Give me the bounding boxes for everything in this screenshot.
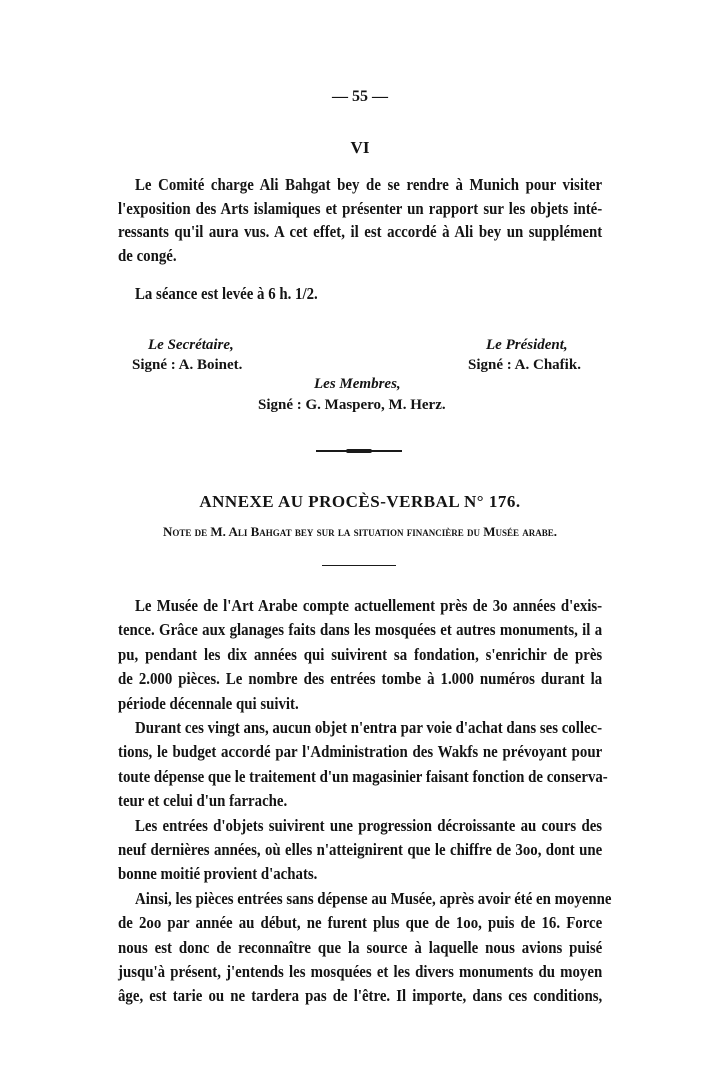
president-signature: Signé : A. Chafik. [468,357,581,373]
paragraph-line: de congé. [118,246,177,265]
body-line: Ainsi, les pièces entrées sans dépense au Musée, après avoir été en moyenne [135,889,612,908]
body-line: tence. Grâce aux glanages faits dans les mosquées et autres monuments, il a [118,620,603,639]
body-line: période décennale qui suivit. [118,694,299,713]
body-line: tions, le budget accordé par l'Administration des Wakfs ne prévoyant pour [118,742,603,761]
divider [316,450,402,452]
body-line: Le Musée de l'Art Arabe compte actuellement près de 3o années d'exis- [135,596,603,615]
secretary-title: Le Secrétaire, [148,337,234,353]
page-number: — 55 — [332,88,388,105]
paragraph-line: Le Comité charge Ali Bahgat bey de se rendre à Munich pour visiter [135,175,603,194]
body-line: de 2.000 pièces. Le nombre des entrées tombe à 1.000 numéros durant la [118,669,603,688]
body-line: âge, est tarie ou ne tardera pas de l'être. Il importe, dans ces conditions, [118,986,603,1005]
divider [322,565,396,566]
body-line: teur et celui d'un farrache. [118,791,288,810]
paragraph-line: l'exposition des Arts islamiques et présenter un rapport sur les objets inté- [118,199,603,218]
body-line: Les entrées d'objets suivirent une progression décroissante au cours des [135,816,603,835]
body-line: de 2oo par année au début, ne furent plus que de 1oo, puis de 16. Force [118,913,603,932]
body-line: pu, pendant les dix années qui suivirent sa fondation, s'enrichir de près [118,645,603,664]
paragraph-line: ressants qu'il aura vus. A cet effet, il est accordé à Ali bey un supplément [118,222,603,241]
body-line: neuf dernières années, où elles n'atteignirent que le chiffre de 3oo, dont une [118,840,603,859]
annex-subtitle: Note de M. Ali Bahgat bey sur la situation financière du Musée arabe. [163,524,557,539]
body-line: Durant ces vingt ans, aucun objet n'entra par voie d'achat dans ses collec- [135,718,603,737]
body-line: toute dépense que le traitement d'un magasinier faisant fonction de conserva- [118,767,608,786]
annex-title: ANNEXE AU PROCÈS-VERBAL N° 176. [199,492,521,511]
president-title: Le Président, [486,337,568,353]
section-heading: VI [350,138,370,157]
body-line: jusqu'à présent, j'entends les mosquées et les divers monuments du moyen [118,962,603,981]
body-line: bonne moitié provient d'achats. [118,864,318,883]
closing-line: La séance est levée à 6 h. 1/2. [135,284,318,303]
members-title: Les Membres, [314,376,401,392]
members-signature: Signé : G. Maspero, M. Herz. [258,397,446,413]
secretary-signature: Signé : A. Boinet. [132,357,243,373]
body-line: nous est donc de reconnaître que la source à laquelle nous avions puisé [118,938,603,957]
